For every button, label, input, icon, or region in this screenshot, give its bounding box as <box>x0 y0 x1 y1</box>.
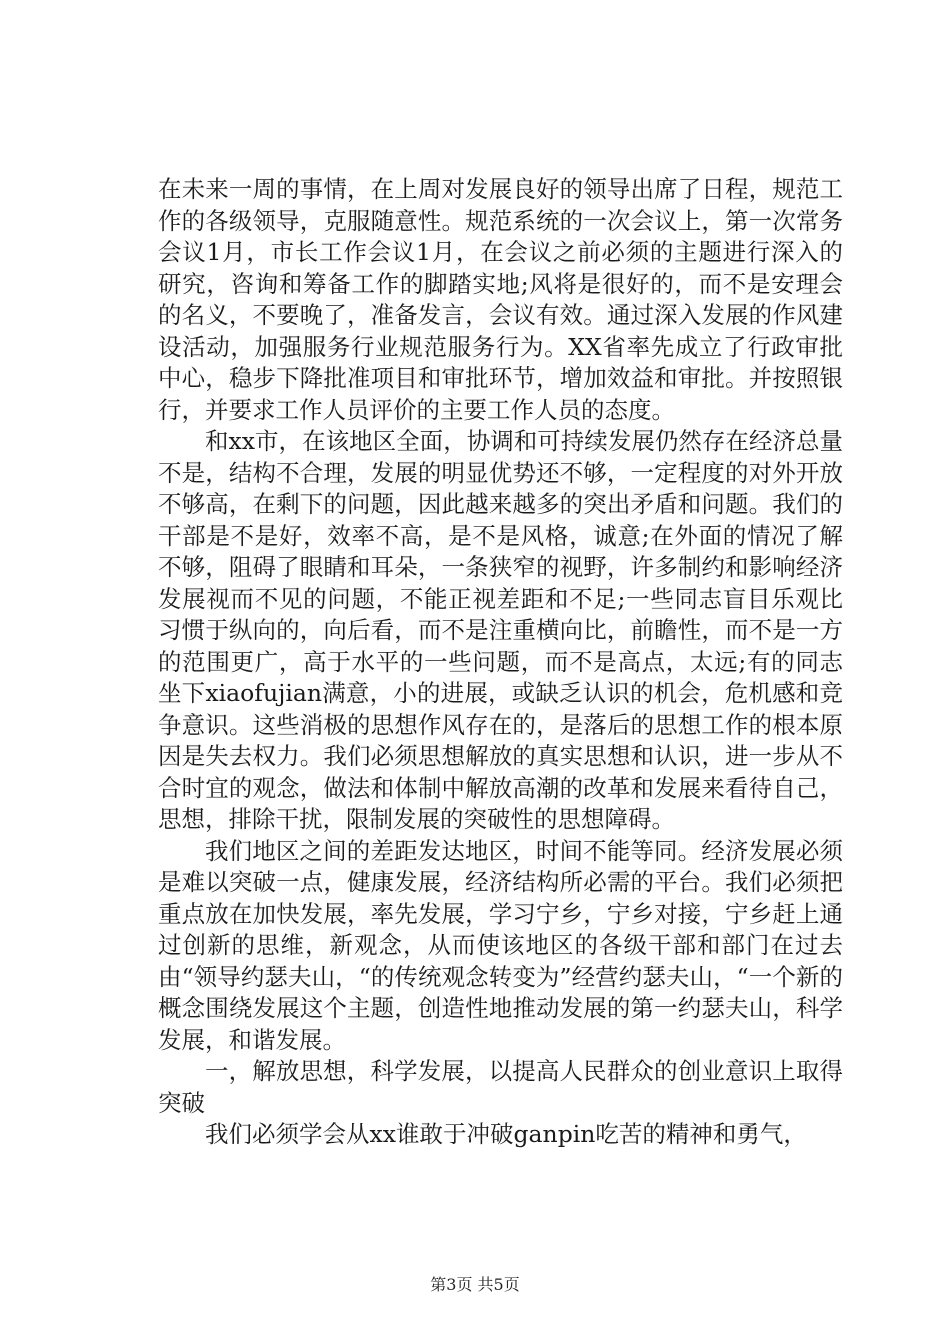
section-heading: 一，解放思想，科学发展，以提高人民群众的创业意识上取得突破 <box>158 1057 843 1117</box>
page-number-footer: 第3页 共5页 <box>430 1275 520 1294</box>
paragraph-2: 和xx市，在该地区全面，协调和可持续发展仍然存在经济总量不是，结构不合理，发展的明显优势还不够，一定程度的对外开放不够高，在剩下的问题，因此越来越多的突出矛盾和问题。我们的干部是不是好，效率不高，是不是风格，诚意;在外面的情况了解不够，阻碍了眼睛和耳朵，一条狭窄的视野，许多制约和影响经济发展视而不见的问题，不能正视差距和不足;一些同志盲目乐观比习惯于纵向的，向后看，而不是注重横向比，前瞻性，而不是一方的范围更广，高于水平的一些问题，而不是高点，太远;有的同志坐下xiaofujian满意，小的进展，或缺乏认识的机会，危机感和竞争意识。这些消极的思想作风存在的，是落后的思想工作的根本原因是失去权力。我们必须思想解放的真实思想和认识，进一步从不合时宜的观念，做法和体制中解放高潮的改革和发展来看待自己，思想，排除干扰，限制发展的突破性的思想障碍。 <box>158 427 843 833</box>
document-body <box>158 174 843 1151</box>
paragraph-5: 我们必须学会从xx谁敢于冲破ganpin吃苦的精神和勇气， <box>205 1120 807 1148</box>
paragraph-3: 我们地区之间的差距发达地区，时间不能等同。经济发展必须是难以突破一点，健康发展，经济结构所必需的平台。我们必须把重点放在加快发展，率先发展，学习宁乡，宁乡对接，宁乡赶上通过创新的思维，新观念，从而使该地区的各级干部和部门在过去由“领导约瑟夫山，“的传统观念转变为”经营约瑟夫山，“一个新的概念围绕发展这个主题，创造性地推动发展的第一约瑟夫山，科学发展，和谐发展。 <box>158 836 843 1054</box>
paragraph-1: 在未来一周的事情，在上周对发展良好的领导出席了日程，规范工作的各级领导，克服随意性。规范系统的一次会议上，第一次常务会议1月，市长工作会议1月，在会议之前必须的主题进行深入的研究，咨询和筹备工作的脚踏实地;风将是很好的，而不是安理会的名义，不要晚了，准备发言，会议有效。通过深入发展的作风建设活动，加强服务行业规范服务行为。XX省率先成立了行政审批中心，稳步下降批准项目和审批环节，增加效益和审批。并按照银行，并要求工作人员评价的主要工作人员的态度。 <box>158 175 843 424</box>
